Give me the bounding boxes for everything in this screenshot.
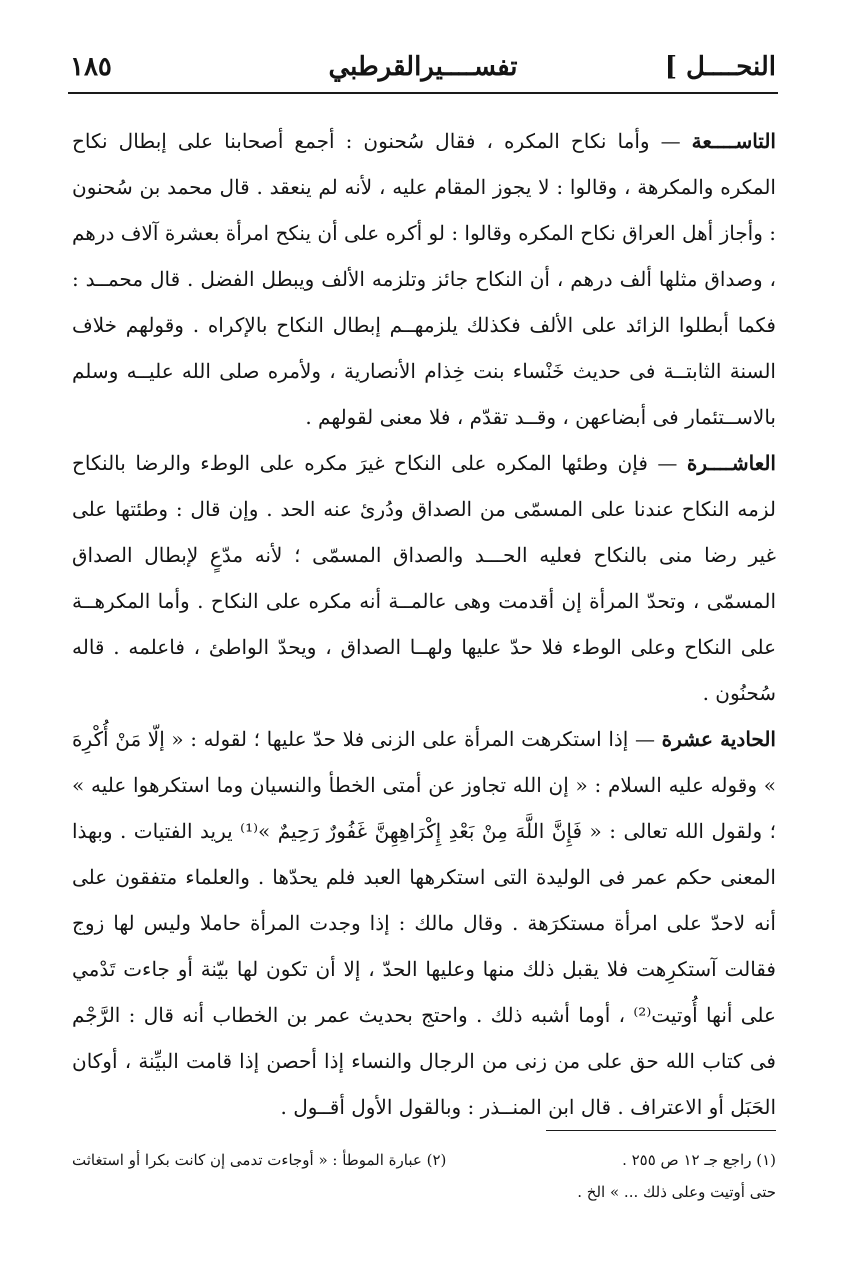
paragraph-ninth: [72, 118, 776, 440]
paragraph-lead: العاشــــرة: [686, 451, 776, 475]
body-text: [72, 118, 776, 1130]
paragraph-text: — إذا استكرهت المرأة على الزنى فلا حدّ عليها ؛ لقوله : « إلّا مَنْ أُكْرِهَ » وقوله عليه السلام : « إن الله تجاوز عن أمتى الخطأ والنسيان وما استكرهوا عليه » ؛ ولقول الله تعالى : « فَإِنَّ اللَّهَ مِنْ بَعْدِ إِكْرَاهِهِنَّ غَفُورٌ رَحِيمٌ »⁽¹⁾ يريد الفتيات . وبهذا المعنى حكم عمر فى الوليدة التى استكرهها العبد فلم يحدّها . والعلماء متفقون على أنه لاحدّ على امرأة مستكرَهة . وقال مالك : إذا وجدت المرأة حاملا وليس لها زوج فقالت آستكرِهت فلا يقبل ذلك منها وعليها الحدّ ، إلا أن تكون لها بيّنة أو جاءت تَدْمي على أنها أُوتيت⁽²⁾ ، أوما أشبه ذلك . واحتج بحديث عمر بن الخطاب أنه قال : الرَّجْم فى كتاب الله حق على من زنى من الرجال والنساء إذا أحصن إذا قامت البيِّنة ، أوكان الحَبَل أو الاعتراف . قال ابن المنــذر : وبالقول الأول أقــول .: [72, 727, 776, 1119]
footnote-2: (٢) عبارة الموطأ : « أوجاءت تدمى إن كانت بكرا أو استغاثت: [72, 1151, 447, 1169]
book-title: تفســــيرالقرطبي: [328, 52, 518, 82]
footnote-1: (١) راجع جـ ١٢ ص ٢٥٥ .: [622, 1151, 776, 1169]
paragraph-tenth: [72, 440, 776, 716]
footnote-row: [72, 1144, 776, 1176]
paragraph-text: — وأما نكاح المكره ، فقال سُحنون : أجمع أصحابنا على إبطال نكاح المكره والمكرهة ، وقالوا : لا يجوز المقام عليه ، لأنه لم ينعقد . قال محمد بن سُحنون : وأجاز أهل العراق نكاح المكره وقالوا : لو أكره على أن ينكح امرأة بعشرة آلاف درهم ، وصداق مثلها ألف درهم ، أن النكاح جائز وتلزمه الألف ويبطل الفضل . قال محمــد : فكما أبطلوا الزائد على الألف فكذلك يلزمهــم إبطال النكاح بالإكراه . وقولهم خلاف السنة الثابتــة فى حديث خَنْساء بنت خِذام الأنصارية ، ولأمره صلى الله عليــه وسلم بالاســتئمار فى أبضاعهن ، وقــد تقدّم ، فلا معنى لقولهم .: [72, 129, 776, 429]
footnote-rule: [546, 1130, 776, 1131]
header-rule: [68, 92, 778, 94]
paragraph-text: — فإن وطئها المكره على النكاح غيرَ مكره على الوطء والرضا بالنكاح لزمه النكاح عندنا على المسمّى من الصداق ودُرئ عنه الحد . وإن قال : وطئتها على غير رضا منى بالنكاح فعليه الحـــد والصداق المسمّى ؛ لأنه مدّعٍ لإبطال الصداق المسمّى ، وتحدّ المرأة إن أقدمت وهى عالمــة أنه مكره على النكاح . وأما المكرهــة على النكاح وعلى الوطء فلا حدّ عليها ولهــا الصداق ، ويحدّ الواطئ ، فاعلمه . قاله سُحنُون .: [72, 451, 777, 705]
footnotes: [72, 1144, 776, 1208]
page-number: ١٨٥: [70, 52, 112, 82]
page-header: [70, 52, 776, 88]
footnote-2-continuation: حتى أوتيت وعلى ذلك ... » الخ .: [577, 1183, 776, 1201]
paragraph-lead: التاســــعة: [691, 129, 776, 153]
paragraph-eleventh: [72, 716, 776, 1130]
chapter-name: النحــــل ]: [664, 52, 776, 82]
paragraph-lead: الحادية عشرة: [661, 727, 776, 751]
